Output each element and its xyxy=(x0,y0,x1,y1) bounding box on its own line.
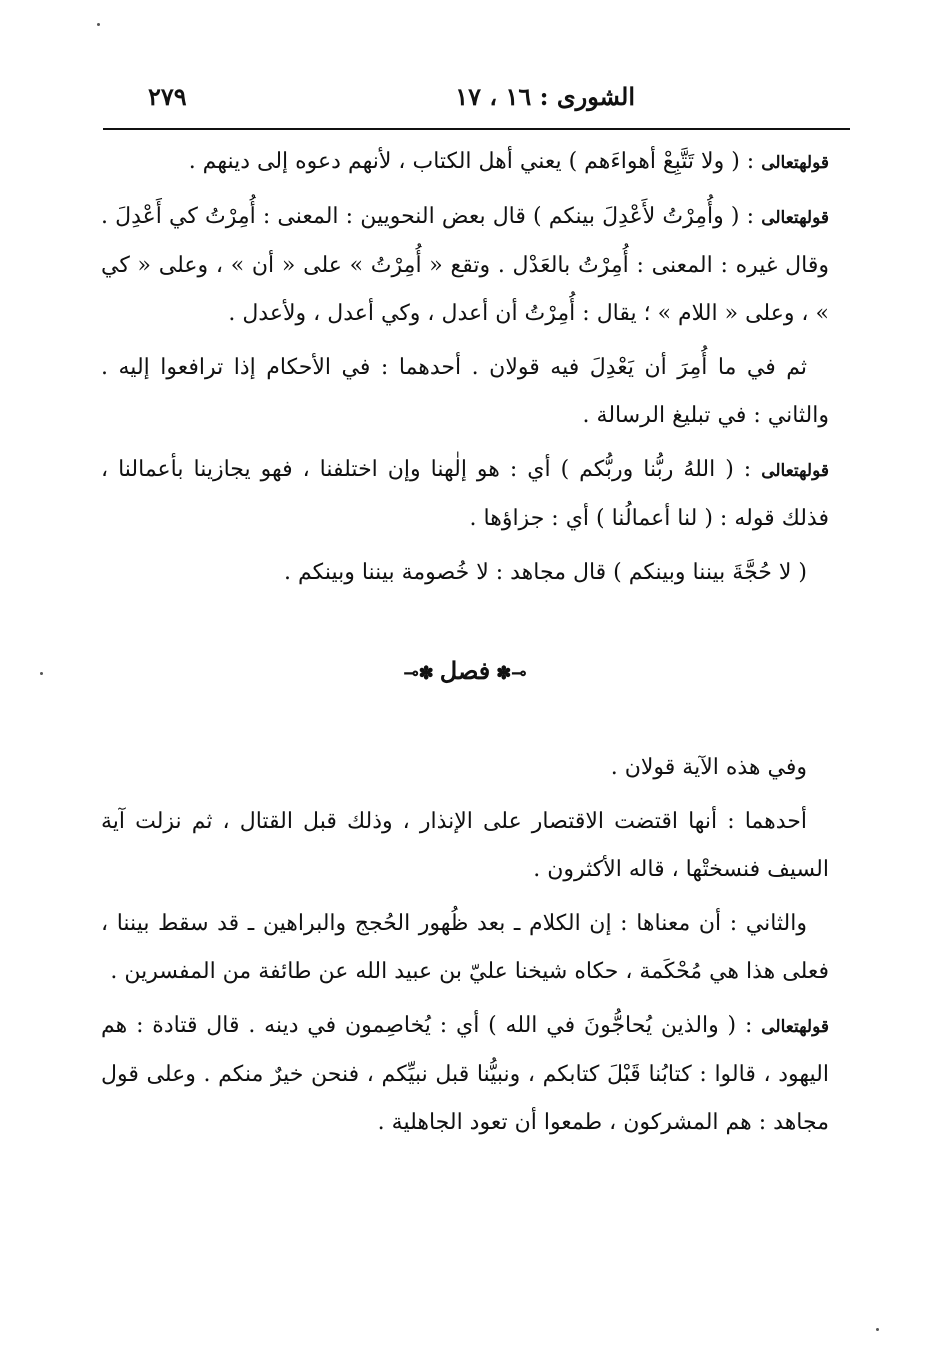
header-rule xyxy=(103,128,850,130)
paragraph-9 xyxy=(101,1002,829,1147)
verse-lead: قولهتعالى xyxy=(761,153,829,173)
section-heading xyxy=(101,647,829,698)
section-title: فصل xyxy=(439,656,491,685)
paragraph-8 xyxy=(101,900,829,996)
paragraph-1 xyxy=(101,138,829,187)
paragraph-text: والثاني : أن معناها : إن الكلام ـ بعد ظُهور الحُجج والبراهين ـ قد سقط بيننا ، فعلى هذا هي مُحْكَمة ، حكاه شيخنا عليّ بن عبيد الله عن طائفة من المفسرين . xyxy=(101,911,829,984)
paragraph-text: : ( وأُمِرْتُ لأَعْدِلَ بينكم ) قال بعض النحويين : المعنى : أُمِرْتُ كي أَعْدِلَ . وقال غيره : المعنى : أُمِرْتُ بالعَدْل . وتقع « أُمِرْتُ » على « أن » ، وعلى « كي » ، وعلى « اللام » ؛ يقال : أُمِرْتُ أن أعدل ، وكي أعدل ، ولأعدل . xyxy=(101,204,829,326)
paragraph-text: ( لا حُجَّةَ بيننا وبينكم ) قال مجاهد : لا خُصومة بيننا وبينكم . xyxy=(284,560,807,585)
scan-speck xyxy=(876,1328,879,1331)
paragraph-text: : ( ولا تَتَّبِعْ أهواءَهم ) يعني أهل الكتاب ، لأنهم دعوه إلى دينهم . xyxy=(188,149,755,174)
paragraph-6 xyxy=(101,744,829,792)
paragraph-text: : ( اللهُ ربُّنا وربُّكم ) أي : هو إلٰهنا وإن اختلفنا ، فهو يجازينا بأعمالنا ، فذلك قوله : ( لنا أعمالُنا ) أي : جزاؤها . xyxy=(101,457,829,531)
page-number: ٢٧٩ xyxy=(148,82,187,111)
paragraph-3 xyxy=(101,344,829,440)
paragraph-text: ثم في ما أُمِرَ أن يَعْدِلَ فيه قولان . أحدهما : في الأحكام إذا ترافعوا إليه . والثاني : في تبليغ الرسالة . xyxy=(101,355,829,428)
paragraph-7 xyxy=(101,798,829,894)
paragraph-text: أحدهما : أنها اقتضت الاقتصار على الإنذار ، وذلك قبل القتال ، ثم نزلت آية السيف فنسختْها ، قاله الأكثرون . xyxy=(101,809,829,882)
page-header xyxy=(100,78,840,118)
scan-speck xyxy=(97,23,100,26)
verse-lead: قولهتعالى xyxy=(761,461,829,481)
ornament-right-icon: ⊸✽ xyxy=(496,663,527,684)
paragraph-2 xyxy=(101,193,829,338)
verse-lead: قولهتعالى xyxy=(761,208,829,228)
verse-lead: قولهتعالى xyxy=(761,1017,830,1037)
paragraph-5 xyxy=(101,549,829,597)
paragraph-4 xyxy=(101,446,829,543)
running-title: الشورى : ١٦ ، ١٧ xyxy=(455,82,635,111)
paragraph-text: وفي هذه الآية قولان . xyxy=(610,755,807,780)
ornament-left-icon: ✽⟜ xyxy=(403,663,434,684)
paragraph-text: : ( والذين يُحاجُّونَ في الله ) أي : يُخاصِمون في دينه . قال قتادة : هم اليهود ، قالوا : كتابُنا قَبْلَ كتابكم ، ونبيُّنا قبل نبيِّكم ، فنحن خيرٌ منكم . وعلى قول مجاهد : هم المشركون ، طمعوا أن تعود الجاهلية . xyxy=(101,1013,829,1135)
page-body xyxy=(101,138,829,1147)
scan-speck xyxy=(40,672,43,675)
